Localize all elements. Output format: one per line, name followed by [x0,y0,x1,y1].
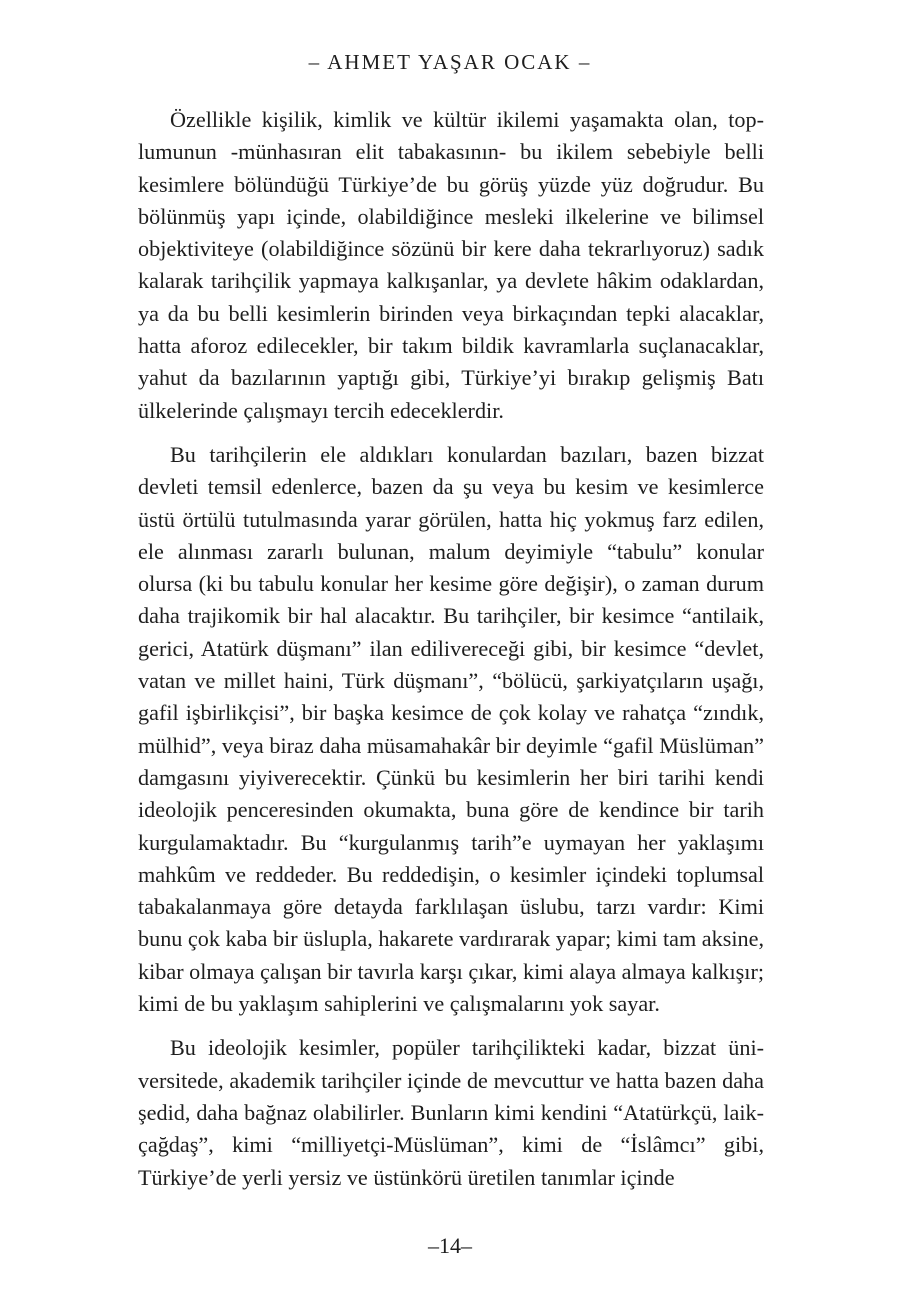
page-number: –14– [428,1233,472,1258]
paragraph-3: Bu ideolojik kesimler, popüler tarihçilikteki kadar, bizzat üniversitede, akademik tarihçiler içinde de mevcuttur ve hatta bazen daha şedid, daha bağnaz olabilirler. Bunların kimi kendini “Atatürkçü, laik-çağdaş”, kimi “milliyetçi-Müslüman”, kimi de “İslâmcı” gibi, Türkiye’de yerli yersiz ve üstünkörü üretilen tanımlar içinde [138,1035,764,1190]
paragraph-1: Özellikle kişilik, kimlik ve kültür ikilemi yaşamakta olan, toplumunun -münhasıran elit tabakasının- bu ikilem sebebiyle belli kesimlere bölündüğü Türkiye’de bu görüş yüzde yüz doğrudur. Bu bölünmüş yapı içinde, olabildiğince mesleki ilkelerine ve bilimsel objektiviteye (olabildiğince sözünü bir kere daha tekrarlıyoruz) sadık kalarak tarihçilik yapmaya kalkışanlar, ya devlete hâkim odaklardan, ya da bu belli kesimlerin birinden veya birkaçından tepki alacaklar, hatta aforoz edilecekler, bir takım bildik kavramlarla suçlanacaklar, yahut da bazılarının yaptığı gibi, Türkiye’yi bırakıp gelişmiş Batı ülkelerinde çalışmayı tercih edeceklerdir. [138,107,764,423]
running-header: – AHMET YAŞAR OCAK – [308,50,592,74]
body-text [138,104,764,1206]
paragraph-2: Bu tarihçilerin ele aldıkları konulardan bazıları, bazen bizzat devleti temsil edenlerce, bazen da şu veya bu kesim ve kesimlerce üstü örtülü tutulmasında yarar görülen, hatta hiç yokmuş farz edilen, ele alınması zararlı bulunan, malum deyimiyle “tabulu” konular olursa (ki bu tabulu konular her kesime göre değişir), o zaman durum daha trajikomik bir hal alacaktır. Bu tarihçiler, bir kesimce “antilaik, gerici, Atatürk düşmanı” ilan edilivereceği gibi, bir kesimce “devlet, vatan ve millet haini, Türk düşmanı”, “bölücü, şarkiyatçıların uşağı, gafil işbirlikçisi”, bir başka kesimce de çok kolay ve rahatça “zındık, mülhid”, veya biraz daha müsamahakâr bir deyimle “gafil Müslüman” damgasını yiyiverecektir. Çünkü bu kesimlerin her biri tarihi kendi ideolojik penceresinden okumakta, buna göre de kendince bir tarih kurgulamaktadır. Bu “kurgulanmış tarih”e uymayan her yaklaşımı mahkûm ve reddeder. Bu reddedişin, o kesimler içindeki toplumsal tabakalanmaya göre detayda farklılaşan üslubu, tarzı vardır: Kimi bunu çok kaba bir üslupla, hakarete vardırarak yapar; kimi tam aksine, kibar olmaya çalışan bir tavırla karşı çıkar, kimi alaya almaya kalkışır; kimi de bu yaklaşım sahiplerini ve çalışmalarını yok sayar. [138,441,764,1017]
